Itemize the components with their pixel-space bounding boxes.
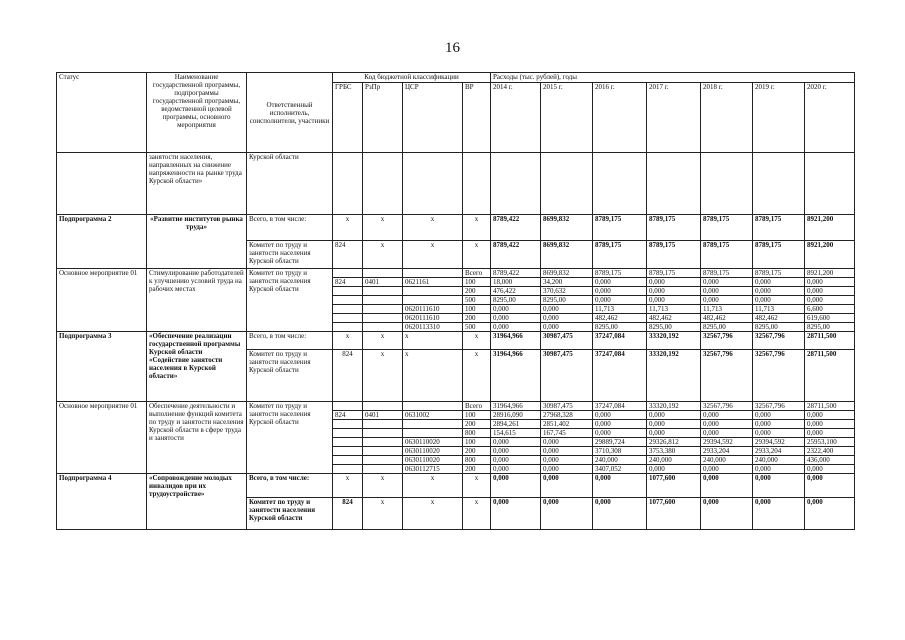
m01b-row7-2019: 0,000: [753, 465, 805, 474]
m01a-row4-2014: 0,000: [491, 305, 541, 314]
p3-committee-csr: x: [403, 350, 463, 402]
m01b-status: Основное мероприятие 01: [57, 402, 147, 474]
m01a-row5-2020: 619,600: [805, 314, 855, 323]
cell-empty: [363, 447, 403, 456]
m01b-row7-2015: 0,000: [541, 465, 593, 474]
m01b-row1-csr: 0631002: [403, 411, 463, 420]
m01b-row0-2016: 37247,084: [593, 402, 647, 411]
m01a-row6-2017: 8295,00: [647, 323, 701, 332]
budget-table: [56, 72, 855, 530]
p4-status: Подпрограмма 4: [57, 474, 147, 530]
m01b-grbs: 824: [333, 411, 363, 420]
header-csr: ЦСР: [403, 83, 463, 153]
p3-committee-2016: 37247,084: [593, 350, 647, 402]
p2-total-2015: 8699,832: [541, 215, 593, 241]
cell-empty: [647, 153, 701, 215]
cell-empty: [541, 153, 593, 215]
m01a-row1-vr: 100: [463, 278, 491, 287]
m01b-row3-2018: 0,000: [701, 429, 753, 438]
header-grbs: ГРБС: [333, 83, 363, 153]
m01a-row0-2016: 8789,175: [593, 269, 647, 278]
p2-committee-label: Комитет по труду и занятости населения Курской области: [247, 241, 333, 269]
m01a-row4-2015: 0,000: [541, 305, 593, 314]
cell-empty: [805, 153, 855, 215]
p3-total-csr: x: [403, 332, 463, 350]
p2-total-2019: 8789,175: [753, 215, 805, 241]
continued-name: занятости населения, направленных на снижение напряженности на рынке труда Курской области»: [147, 153, 247, 215]
p2-committee-csr: x: [403, 241, 463, 269]
p3-status: Подпрограмма 3: [57, 332, 147, 402]
m01b-row3-2016: 0,000: [593, 429, 647, 438]
m01a-row1-2017: 0,000: [647, 278, 701, 287]
p2-committee-vr: x: [463, 241, 491, 269]
m01a-row2-2019: 0,000: [753, 287, 805, 296]
cell-empty: [333, 402, 363, 411]
m01a-row0-csr: [403, 269, 463, 278]
p2-total-rzpr: x: [363, 215, 403, 241]
m01a-row2-vr: 200: [463, 287, 491, 296]
m01a-row3-2014: 8295,00: [491, 296, 541, 305]
cell-empty: [333, 420, 363, 429]
p2-committee-2018: 8789,175: [701, 241, 753, 269]
m01a-row6-2014: 0,000: [491, 323, 541, 332]
cell-empty: [363, 323, 403, 332]
p2-total-2017: 8789,175: [647, 215, 701, 241]
m01b-row1-2019: 0,000: [753, 411, 805, 420]
m01a-row2-csr: [403, 287, 463, 296]
m01a-row4-vr: 100: [463, 305, 491, 314]
m01b-row2-2015: 2851,402: [541, 420, 593, 429]
m01a-row1-2015: 34,200: [541, 278, 593, 287]
p4-total-2020: 0,000: [805, 474, 855, 498]
cell-empty: [701, 153, 753, 215]
p2-total-2016: 8789,175: [593, 215, 647, 241]
m01a-row1-2014: 18,000: [491, 278, 541, 287]
p4-committee-2015: 0,000: [541, 498, 593, 530]
m01b-row4-2020: 25953,100: [805, 438, 855, 447]
m01a-status: Основное мероприятие 01: [57, 269, 147, 332]
page-number: 16: [445, 40, 460, 56]
cell-empty: [363, 456, 403, 465]
cell-empty: [333, 153, 363, 215]
m01b-row5-2020: 2322,400: [805, 447, 855, 456]
m01b-row5-2015: 0,000: [541, 447, 593, 456]
m01b-row3-2014: 154,615: [491, 429, 541, 438]
m01a-row2-2016: 0,000: [593, 287, 647, 296]
m01a-row6-2015: 0,000: [541, 323, 593, 332]
m01b-row4-2018: 29394,592: [701, 438, 753, 447]
m01b-row0-csr: [403, 402, 463, 411]
cell-empty: [403, 153, 463, 215]
p2-committee-2016: 8789,175: [593, 241, 647, 269]
cell-empty: [363, 287, 403, 296]
m01a-row2-2014: 476,422: [491, 287, 541, 296]
m01b-row4-vr: 100: [463, 438, 491, 447]
m01b-row3-csr: [403, 429, 463, 438]
p2-total-vr: x: [463, 215, 491, 241]
m01b-row1-2014: 28916,090: [491, 411, 541, 420]
cell-empty: [363, 402, 403, 411]
p3-total-rzpr: x: [363, 332, 403, 350]
p3-committee-2019: 32567,796: [753, 350, 805, 402]
m01a-row1-2020: 0,000: [805, 278, 855, 287]
header-responsible: Ответственный исполнитель, соисполнители, участники: [247, 73, 333, 153]
cell-empty: [363, 465, 403, 474]
m01b-row2-csr: [403, 420, 463, 429]
p2-total-2018: 8789,175: [701, 215, 753, 241]
m01a-row2-2018: 0,000: [701, 287, 753, 296]
m01a-row3-2019: 0,000: [753, 296, 805, 305]
m01b-row3-2019: 0,000: [753, 429, 805, 438]
m01b-row4-2019: 29394,592: [753, 438, 805, 447]
cell-empty: [333, 456, 363, 465]
p3-name: «Обеспечение реализации государственной программы Курской области «Содействие занятости населения в Курской области»: [147, 332, 247, 402]
cell-empty: [333, 296, 363, 305]
header-vr: ВР: [463, 83, 491, 153]
m01a-row5-2015: 0,000: [541, 314, 593, 323]
p3-committee-2017: 33320,192: [647, 350, 701, 402]
m01b-row0-2019: 32567,796: [753, 402, 805, 411]
cell-empty: [333, 465, 363, 474]
m01a-row5-2018: 482,462: [701, 314, 753, 323]
m01a-name: Стимулирование работодателей к улучшению условий труда на рабочих местах: [147, 269, 247, 332]
m01a-responsible: Комитет по труду и занятости населения Курской области: [247, 269, 333, 332]
m01a-row2-2017: 0,000: [647, 287, 701, 296]
m01b-row3-2020: 0,000: [805, 429, 855, 438]
m01a-row0-2017: 8789,175: [647, 269, 701, 278]
m01b-row1-2018: 0,000: [701, 411, 753, 420]
p2-committee-2019: 8789,175: [753, 241, 805, 269]
m01a-row1-2016: 0,000: [593, 278, 647, 287]
p2-committee-rzpr: x: [363, 241, 403, 269]
cell-empty: [363, 269, 403, 278]
cell-empty: [333, 429, 363, 438]
m01a-row6-2016: 8295,00: [593, 323, 647, 332]
m01b-row2-2016: 0,000: [593, 420, 647, 429]
m01a-row4-2016: 11,713: [593, 305, 647, 314]
p3-committee-2014: 31964,966: [491, 350, 541, 402]
m01a-row3-2017: 0,000: [647, 296, 701, 305]
p4-total-2018: 0,000: [701, 474, 753, 498]
m01b-row7-2020: 0,000: [805, 465, 855, 474]
p4-total-2019: 0,000: [753, 474, 805, 498]
m01a-row5-2019: 482,462: [753, 314, 805, 323]
continued-responsible: Курской области: [247, 153, 333, 215]
m01b-row2-2020: 0,000: [805, 420, 855, 429]
m01a-row0-2019: 8789,175: [753, 269, 805, 278]
m01b-row2-2018: 0,000: [701, 420, 753, 429]
p3-total-2015: 30987,475: [541, 332, 593, 350]
m01b-row2-2017: 0,000: [647, 420, 701, 429]
p4-committee-rzpr: x: [363, 498, 403, 530]
p3-total-2014: 31964,966: [491, 332, 541, 350]
header-year-2015: 2015 г.: [541, 83, 593, 153]
p4-total-2017: 1077,600: [647, 474, 701, 498]
p2-total-grbs: x: [333, 215, 363, 241]
m01a-grbs: 824: [333, 278, 363, 287]
m01b-responsible: Комитет по труду и занятости населения Курской области: [247, 402, 333, 474]
cell-empty: [363, 153, 403, 215]
m01a-row4-2017: 11,713: [647, 305, 701, 314]
p2-committee-2014: 8789,422: [491, 241, 541, 269]
m01a-row4-2018: 11,713: [701, 305, 753, 314]
m01a-row3-2015: 8295,00: [541, 296, 593, 305]
m01a-row3-2020: 0,000: [805, 296, 855, 305]
header-name: Наименование государственной программы, подпрограммы государственной программы, ведомственной целевой программы, основного мероприятия: [147, 73, 247, 153]
p2-total-2014: 8789,422: [491, 215, 541, 241]
p4-committee-2016: 0,000: [593, 498, 647, 530]
m01a-row0-vr: Всего: [463, 269, 491, 278]
p3-total-2019: 32567,796: [753, 332, 805, 350]
m01b-row7-2014: 0,000: [491, 465, 541, 474]
p3-total-2020: 28711,500: [805, 332, 855, 350]
p3-total-2016: 37247,084: [593, 332, 647, 350]
cell-empty: [333, 269, 363, 278]
p2-total-label: Всего, в том числе:: [247, 215, 333, 241]
m01a-row1-2018: 0,000: [701, 278, 753, 287]
p4-total-rzpr: x: [363, 474, 403, 498]
m01b-row4-2017: 29326,812: [647, 438, 701, 447]
m01a-row0-2018: 8789,175: [701, 269, 753, 278]
p2-committee-2015: 8699,832: [541, 241, 593, 269]
cell-empty: [363, 314, 403, 323]
p3-committee-2020: 28711,500: [805, 350, 855, 402]
m01b-row5-2017: 3753,380: [647, 447, 701, 456]
m01a-row3-2018: 0,000: [701, 296, 753, 305]
m01b-row7-csr: 0630112715: [403, 465, 463, 474]
m01a-row1-csr: 0621161: [403, 278, 463, 287]
m01b-name: Обеспечение деятельности и выполнение функций комитета по труду и занятости населения Курской области в сфере труда и занятости: [147, 402, 247, 474]
m01b-row0-2014: 31964,966: [491, 402, 541, 411]
m01a-row0-2014: 8789,422: [491, 269, 541, 278]
cell-empty: [363, 305, 403, 314]
m01b-row6-2016: 240,000: [593, 456, 647, 465]
cell-empty: [363, 420, 403, 429]
p4-total-2014: 0,000: [491, 474, 541, 498]
m01b-row4-csr: 0630110020: [403, 438, 463, 447]
p2-total-csr: x: [403, 215, 463, 241]
m01b-row1-2020: 0,000: [805, 411, 855, 420]
m01b-row6-2015: 0,000: [541, 456, 593, 465]
m01a-row3-vr: 500: [463, 296, 491, 305]
m01b-row6-2018: 240,000: [701, 456, 753, 465]
header-year-2014: 2014 г.: [491, 83, 541, 153]
p3-committee-vr: x: [463, 350, 491, 402]
cell-empty: [333, 438, 363, 447]
p2-total-2020: 8921,200: [805, 215, 855, 241]
m01a-row4-csr: 0620111610: [403, 305, 463, 314]
m01b-row0-2017: 33320,192: [647, 402, 701, 411]
m01a-row5-csr: 0620111610: [403, 314, 463, 323]
cell-empty: [333, 314, 363, 323]
m01b-row0-2015: 30987,475: [541, 402, 593, 411]
p4-committee-vr: x: [463, 498, 491, 530]
header-year-2018: 2018 г.: [701, 83, 753, 153]
m01b-row3-vr: 800: [463, 429, 491, 438]
m01a-row2-2020: 0,000: [805, 287, 855, 296]
cell-empty: [57, 153, 147, 215]
m01b-rzpr: 0401: [363, 411, 403, 420]
cell-empty: [333, 323, 363, 332]
p3-total-label: Всего, в том числе:: [247, 332, 333, 350]
p3-total-grbs: x: [333, 332, 363, 350]
m01b-row5-2014: 0,000: [491, 447, 541, 456]
m01b-row0-vr: Всего: [463, 402, 491, 411]
m01b-row1-vr: 100: [463, 411, 491, 420]
m01b-row3-2017: 0,000: [647, 429, 701, 438]
p4-total-label: Всего, в том числе:: [247, 474, 333, 498]
header-year-2016: 2016 г.: [593, 83, 647, 153]
cell-empty: [363, 429, 403, 438]
m01b-row5-2019: 2933,204: [753, 447, 805, 456]
p3-total-vr: x: [463, 332, 491, 350]
m01a-row2-2015: 370,632: [541, 287, 593, 296]
m01a-row0-2020: 8921,200: [805, 269, 855, 278]
m01b-row6-2020: 436,000: [805, 456, 855, 465]
m01b-row6-2014: 0,000: [491, 456, 541, 465]
p4-name: «Сопровождение молодых инвалидов при их трудоустройстве»: [147, 474, 247, 530]
header-year-2019: 2019 г.: [753, 83, 805, 153]
m01b-row7-vr: 200: [463, 465, 491, 474]
m01a-row5-2017: 482,462: [647, 314, 701, 323]
m01a-row6-2019: 8295,00: [753, 323, 805, 332]
m01a-rzpr: 0401: [363, 278, 403, 287]
cell-empty: [333, 305, 363, 314]
m01b-row7-2017: 0,000: [647, 465, 701, 474]
m01a-row5-2014: 0,000: [491, 314, 541, 323]
cell-empty: [593, 153, 647, 215]
m01b-row4-2016: 29889,724: [593, 438, 647, 447]
m01a-row6-2020: 8295,00: [805, 323, 855, 332]
m01b-row7-2016: 3407,052: [593, 465, 647, 474]
header-budget-code: Код бюджетной классификации: [333, 73, 491, 83]
p4-total-2016: 0,000: [593, 474, 647, 498]
p4-total-csr: x: [403, 474, 463, 498]
cell-empty: [363, 438, 403, 447]
m01a-row1-2019: 0,000: [753, 278, 805, 287]
m01a-row5-vr: 200: [463, 314, 491, 323]
m01a-row3-csr: [403, 296, 463, 305]
p3-committee-grbs: 824: [333, 350, 363, 402]
p3-committee-label: Комитет по труду и занятости населения Курской области: [247, 350, 333, 402]
m01b-row1-2017: 0,000: [647, 411, 701, 420]
header-status: Статус: [57, 73, 147, 153]
m01b-row5-2018: 2933,204: [701, 447, 753, 456]
m01b-row5-csr: 0630110020: [403, 447, 463, 456]
m01b-row4-2015: 0,000: [541, 438, 593, 447]
cell-empty: [333, 447, 363, 456]
p4-total-2015: 0,000: [541, 474, 593, 498]
p4-committee-2018: 0,000: [701, 498, 753, 530]
p3-committee-2018: 32567,796: [701, 350, 753, 402]
cell-empty: [463, 153, 491, 215]
p2-status: Подпрограмма 2: [57, 215, 147, 269]
p4-committee-csr: x: [403, 498, 463, 530]
m01b-row1-2016: 0,000: [593, 411, 647, 420]
m01b-row5-vr: 200: [463, 447, 491, 456]
m01a-row0-2015: 8699,832: [541, 269, 593, 278]
p4-committee-grbs: 824: [333, 498, 363, 530]
p4-committee-2017: 1077,600: [647, 498, 701, 530]
cell-empty: [491, 153, 541, 215]
header-year-2020: 2020 г.: [805, 83, 855, 153]
m01b-row2-2019: 0,000: [753, 420, 805, 429]
m01b-row4-2014: 0,000: [491, 438, 541, 447]
cell-empty: [363, 296, 403, 305]
p3-total-2018: 32567,796: [701, 332, 753, 350]
m01b-row2-2014: 2894,261: [491, 420, 541, 429]
m01a-row3-2016: 0,000: [593, 296, 647, 305]
p4-total-grbs: x: [333, 474, 363, 498]
m01a-row4-2020: 6,600: [805, 305, 855, 314]
m01b-row5-2016: 3710,308: [593, 447, 647, 456]
header-expenses: Расходы (тыс. рублей), годы: [491, 73, 855, 83]
m01a-row4-2019: 11,713: [753, 305, 805, 314]
header-year-2017: 2017 г.: [647, 83, 701, 153]
cell-empty: [333, 287, 363, 296]
m01a-row6-2018: 8295,00: [701, 323, 753, 332]
m01b-row1-2015: 27968,328: [541, 411, 593, 420]
p4-committee-2020: 0,000: [805, 498, 855, 530]
header-rzpr: РзПр: [363, 83, 403, 153]
p4-committee-label: Комитет по труду и занятости населения Курской области: [247, 498, 333, 530]
m01a-row6-csr: 0620113310: [403, 323, 463, 332]
p4-committee-2019: 0,000: [753, 498, 805, 530]
m01b-row6-2017: 240,000: [647, 456, 701, 465]
m01b-row3-2015: 167,745: [541, 429, 593, 438]
m01b-row6-2019: 240,000: [753, 456, 805, 465]
p2-committee-grbs: 824: [333, 241, 363, 269]
m01b-row7-2018: 0,000: [701, 465, 753, 474]
m01b-row6-csr: 0630110020: [403, 456, 463, 465]
p3-total-2017: 33320,192: [647, 332, 701, 350]
p2-committee-2017: 8789,175: [647, 241, 701, 269]
m01b-row0-2020: 28711,500: [805, 402, 855, 411]
p2-name: «Развитие институтов рынка труда»: [147, 215, 247, 269]
p3-committee-2015: 30987,475: [541, 350, 593, 402]
p2-committee-2020: 8921,200: [805, 241, 855, 269]
m01a-row5-2016: 482,462: [593, 314, 647, 323]
p4-committee-2014: 0,000: [491, 498, 541, 530]
m01b-row0-2018: 32567,796: [701, 402, 753, 411]
m01a-row6-vr: 500: [463, 323, 491, 332]
p3-committee-rzpr: x: [363, 350, 403, 402]
p4-total-vr: x: [463, 474, 491, 498]
m01b-row6-vr: 800: [463, 456, 491, 465]
m01b-row2-vr: 200: [463, 420, 491, 429]
cell-empty: [753, 153, 805, 215]
